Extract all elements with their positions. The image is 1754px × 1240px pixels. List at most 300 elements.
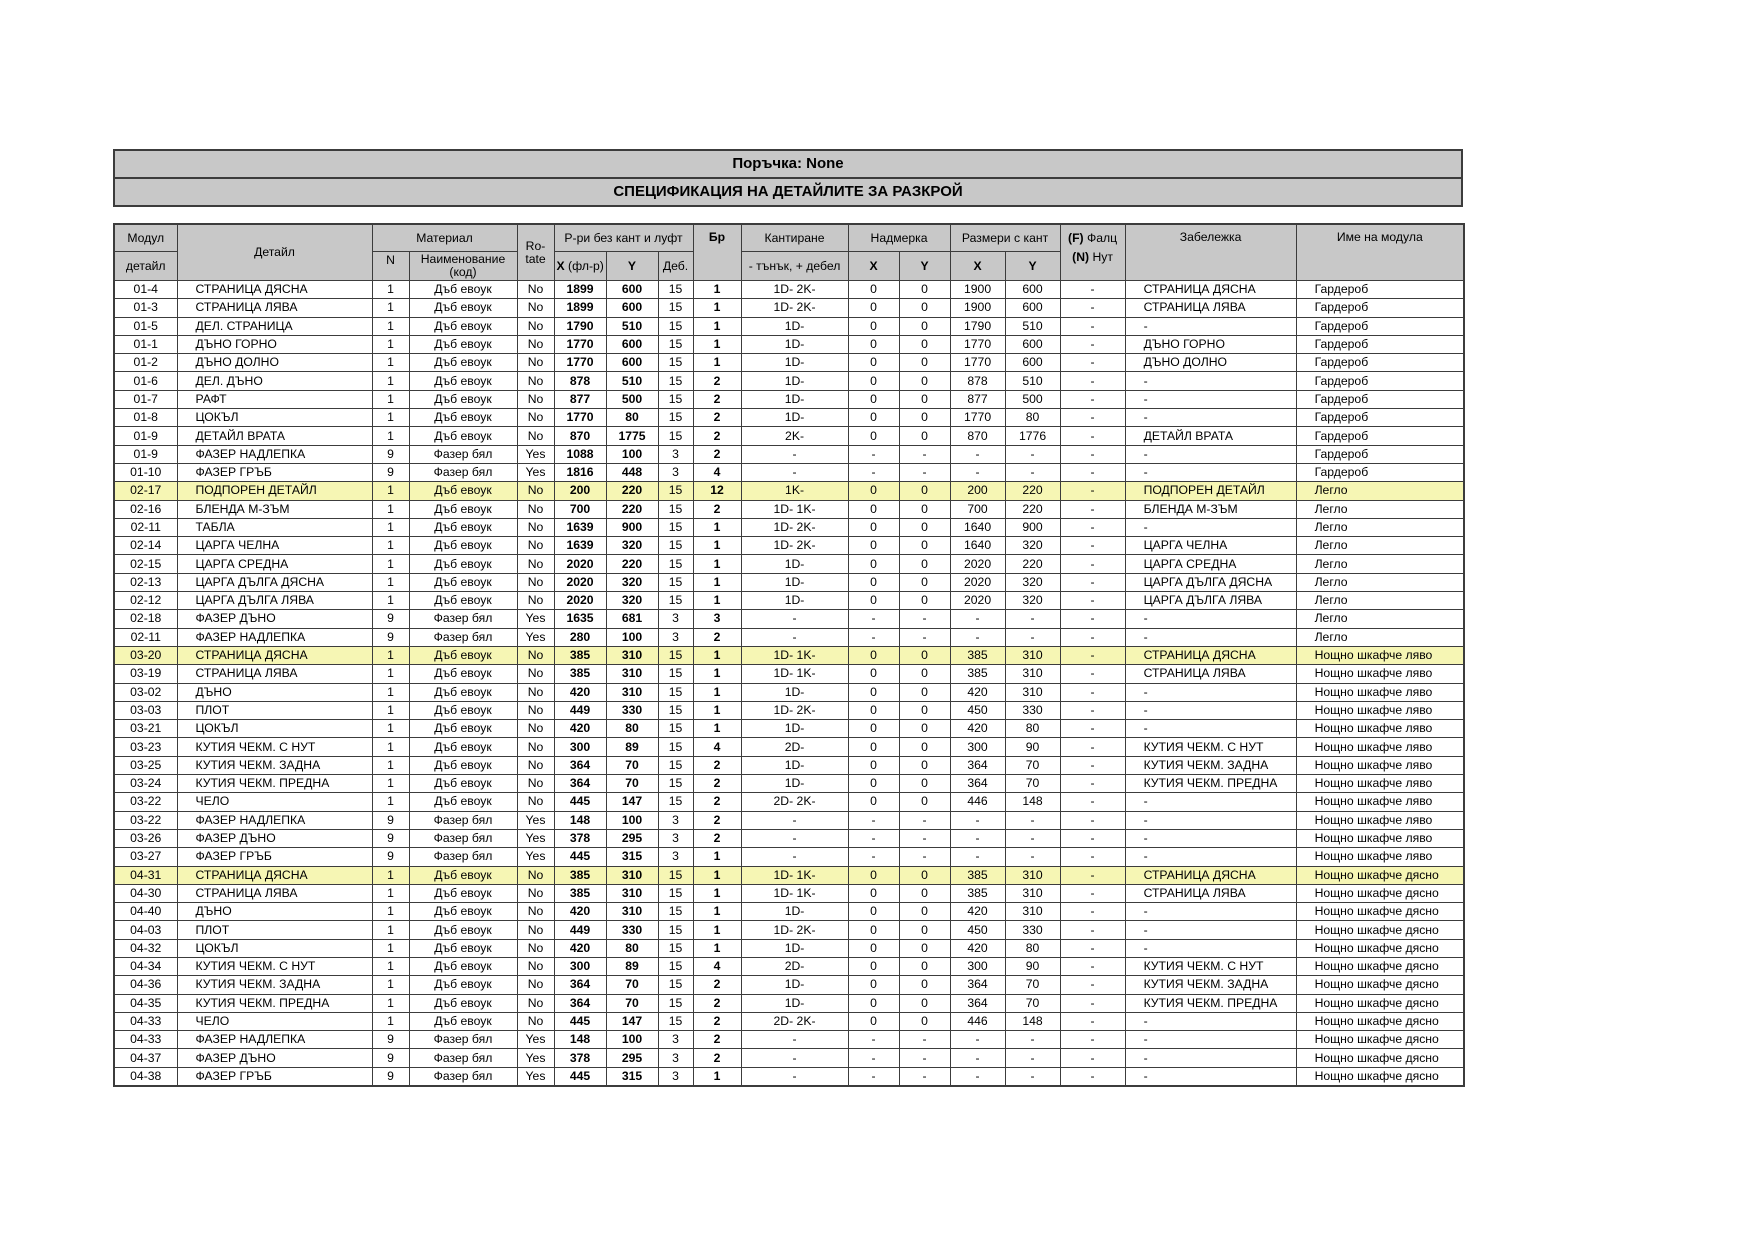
cell-x-raw: 148 [554,811,606,829]
cell-y-raw: 500 [606,390,658,408]
cell-edged-y: 1776 [1005,427,1060,445]
cell-x-raw: 420 [554,903,606,921]
cell-n: 1 [372,701,409,719]
cell-module: 04-38 [114,1067,177,1086]
cell-edged-x: 385 [950,646,1005,664]
header-edged-x: X [950,252,1005,281]
cell-detail: ЦАРГА ДЪЛГА ДЯСНА [177,573,372,591]
cell-module: 02-18 [114,610,177,628]
cell-thickness: 15 [658,793,693,811]
cell-groove: - [1060,994,1125,1012]
table-row [114,482,1464,500]
cell-x-raw: 364 [554,976,606,994]
cell-qty: 1 [693,281,741,299]
cell-edged-y: 70 [1005,775,1060,793]
cell-module-name: Нощно шкафче дясно [1296,1067,1464,1086]
cell-y-raw: 320 [606,592,658,610]
cell-groove: - [1060,409,1125,427]
cell-qty: 2 [693,1049,741,1067]
cell-edged-y: 600 [1005,299,1060,317]
cell-allow-y: - [899,610,950,628]
cell-edged-y: 148 [1005,793,1060,811]
cell-allow-x: 0 [848,994,899,1012]
cell-material: Дъб евоук [409,573,517,591]
cell-y-raw: 1775 [606,427,658,445]
header-edging: Кантиране [741,224,848,252]
cell-allow-x: 0 [848,500,899,518]
cell-module-name: Легло [1296,592,1464,610]
cell-thickness: 15 [658,354,693,372]
cell-qty: 1 [693,1067,741,1086]
cell-thickness: 3 [658,628,693,646]
cell-note: - [1125,1067,1296,1086]
cell-qty: 1 [693,299,741,317]
cell-y-raw: 89 [606,957,658,975]
cell-thickness: 3 [658,610,693,628]
table-header [114,224,1464,281]
header-edging-sub: - тънък, + дебел [741,252,848,281]
cell-module-name: Гардероб [1296,372,1464,390]
cell-allow-x: 0 [848,372,899,390]
cell-allow-x: 0 [848,1012,899,1030]
cell-material: Дъб евоук [409,903,517,921]
cell-y-raw: 70 [606,976,658,994]
cell-note: БЛЕНДА М-ЗЪМ [1125,500,1296,518]
cell-allow-x: 0 [848,866,899,884]
cell-edging: - [741,610,848,628]
cell-y-raw: 147 [606,793,658,811]
cell-thickness: 15 [658,1012,693,1030]
cell-y-raw: 100 [606,628,658,646]
cell-allow-x: 0 [848,701,899,719]
cell-edging: 1D- [741,409,848,427]
cell-qty: 1 [693,537,741,555]
cell-allow-y: - [899,811,950,829]
cell-detail: ДЕЛ. СТРАНИЦА [177,317,372,335]
cell-y-raw: 80 [606,720,658,738]
cell-material: Дъб евоук [409,994,517,1012]
cell-y-raw: 100 [606,445,658,463]
cell-x-raw: 385 [554,665,606,683]
cell-module: 01-9 [114,427,177,445]
cell-rotate: No [517,518,554,536]
cell-allow-y: 0 [899,994,950,1012]
cell-x-raw: 449 [554,921,606,939]
cell-edged-y: 320 [1005,592,1060,610]
cell-rotate: Yes [517,848,554,866]
cell-detail: ФАЗЕР ДЪНО [177,829,372,847]
cell-module: 03-22 [114,793,177,811]
cell-x-raw: 700 [554,500,606,518]
cell-qty: 1 [693,866,741,884]
cell-groove: - [1060,738,1125,756]
cell-groove: - [1060,976,1125,994]
cell-thickness: 15 [658,390,693,408]
cell-thickness: 15 [658,500,693,518]
cell-groove: - [1060,1031,1125,1049]
table-row [114,738,1464,756]
header-module: Модул [114,224,177,252]
cell-material: Фазер бял [409,1031,517,1049]
cell-module-name: Гардероб [1296,427,1464,445]
cell-y-raw: 310 [606,683,658,701]
cell-n: 1 [372,573,409,591]
cell-y-raw: 100 [606,811,658,829]
cell-allow-x: 0 [848,537,899,555]
cell-material: Фазер бял [409,628,517,646]
cell-note: - [1125,793,1296,811]
cell-detail: ДЪНО ГОРНО [177,335,372,353]
cell-groove: - [1060,518,1125,536]
cell-thickness: 15 [658,683,693,701]
cell-groove: - [1060,372,1125,390]
header-x-raw-label: X [556,258,565,273]
cell-n: 9 [372,463,409,481]
cell-rotate: No [517,665,554,683]
cell-detail: ПЛОТ [177,701,372,719]
cell-material: Дъб евоук [409,756,517,774]
cell-rotate: No [517,335,554,353]
cell-allow-y: 0 [899,720,950,738]
cell-y-raw: 220 [606,555,658,573]
cell-detail: СТРАНИЦА ЛЯВА [177,299,372,317]
cell-groove: - [1060,775,1125,793]
cell-edging: - [741,628,848,646]
cell-module: 01-4 [114,281,177,299]
cell-n: 1 [372,409,409,427]
cell-note: - [1125,903,1296,921]
cell-thickness: 15 [658,756,693,774]
header-note: Забележка [1125,224,1296,281]
cell-edged-y: 330 [1005,701,1060,719]
cell-module-name: Нощно шкафче дясно [1296,921,1464,939]
cell-edging: 1D- 1K- [741,500,848,518]
cell-edged-x: 364 [950,756,1005,774]
cell-note: КУТИЯ ЧЕКМ. ПРЕДНА [1125,994,1296,1012]
cell-allow-x: 0 [848,427,899,445]
cell-x-raw: 2020 [554,573,606,591]
cell-detail: ДЕЛ. ДЪНО [177,372,372,390]
cell-allow-y: - [899,1031,950,1049]
cell-thickness: 3 [658,1031,693,1049]
cell-material: Дъб евоук [409,976,517,994]
cell-module-name: Легло [1296,555,1464,573]
cell-allow-x: 0 [848,720,899,738]
cell-thickness: 15 [658,427,693,445]
cell-edged-y: - [1005,1067,1060,1086]
cell-allow-x: 0 [848,756,899,774]
cell-module-name: Нощно шкафче ляво [1296,720,1464,738]
cell-groove: - [1060,848,1125,866]
cell-y-raw: 80 [606,939,658,957]
table-row [114,573,1464,591]
cell-module-name: Легло [1296,500,1464,518]
cell-allow-y: - [899,848,950,866]
table-row [114,1049,1464,1067]
header-n: N [372,252,409,281]
cell-edged-y: 90 [1005,957,1060,975]
cell-detail: ДЪНО [177,903,372,921]
cell-note: - [1125,372,1296,390]
table-row [114,939,1464,957]
cell-edged-x: - [950,811,1005,829]
cell-allow-y: 0 [899,957,950,975]
cell-y-raw: 600 [606,299,658,317]
cell-material: Дъб евоук [409,281,517,299]
cell-n: 9 [372,1067,409,1086]
cell-n: 1 [372,903,409,921]
cell-edged-x: 1770 [950,354,1005,372]
cell-x-raw: 378 [554,1049,606,1067]
cell-detail: КУТИЯ ЧЕКМ. ПРЕДНА [177,775,372,793]
cell-allow-y: 0 [899,482,950,500]
table-row [114,829,1464,847]
cell-allow-y: 0 [899,299,950,317]
cell-qty: 1 [693,848,741,866]
cell-module: 02-14 [114,537,177,555]
cell-x-raw: 445 [554,848,606,866]
cell-edging: 2D- [741,738,848,756]
cell-qty: 1 [693,555,741,573]
cell-qty: 2 [693,1012,741,1030]
cell-rotate: No [517,592,554,610]
cell-edging: 1D- 2K- [741,701,848,719]
cell-detail: СТРАНИЦА ДЯСНА [177,281,372,299]
cell-allow-y: 0 [899,756,950,774]
cell-y-raw: 681 [606,610,658,628]
cell-qty: 3 [693,610,741,628]
cell-material: Дъб евоук [409,921,517,939]
cell-allow-y: 0 [899,866,950,884]
cell-edged-x: 450 [950,921,1005,939]
cell-detail: ПЛОТ [177,921,372,939]
cell-edged-y: - [1005,1049,1060,1067]
cell-edged-x: - [950,463,1005,481]
cell-thickness: 15 [658,866,693,884]
cell-x-raw: 280 [554,628,606,646]
cell-module-name: Легло [1296,537,1464,555]
cell-thickness: 15 [658,592,693,610]
cell-note: - [1125,390,1296,408]
cell-rotate: No [517,427,554,445]
cell-edging: 1D- [741,903,848,921]
cell-note: - [1125,317,1296,335]
cell-allow-x: 0 [848,957,899,975]
cell-detail: КУТИЯ ЧЕКМ. С НУТ [177,738,372,756]
cell-edged-x: 1640 [950,537,1005,555]
cell-module: 04-03 [114,921,177,939]
table-row [114,537,1464,555]
cell-allow-x: 0 [848,390,899,408]
cell-material: Дъб евоук [409,482,517,500]
table-row [114,335,1464,353]
cell-edged-x: 878 [950,372,1005,390]
cell-note: - [1125,409,1296,427]
cell-thickness: 15 [658,903,693,921]
table-row [114,976,1464,994]
cell-thickness: 15 [658,775,693,793]
cell-edged-y: 70 [1005,976,1060,994]
cell-module-name: Легло [1296,573,1464,591]
table-row [114,921,1464,939]
cell-rotate: No [517,409,554,427]
cell-edged-y: 310 [1005,884,1060,902]
cell-qty: 1 [693,592,741,610]
cell-rotate: No [517,957,554,975]
cell-x-raw: 300 [554,738,606,756]
cell-rotate: No [517,720,554,738]
cell-edged-y: 80 [1005,409,1060,427]
cell-module-name: Нощно шкафче дясно [1296,1012,1464,1030]
cell-n: 1 [372,354,409,372]
cell-n: 1 [372,518,409,536]
cell-x-raw: 420 [554,939,606,957]
cell-y-raw: 100 [606,1031,658,1049]
cell-edged-y: 70 [1005,756,1060,774]
table-row [114,683,1464,701]
cell-allow-x: 0 [848,555,899,573]
cell-allow-y: - [899,463,950,481]
cell-n: 1 [372,592,409,610]
cell-module-name: Гардероб [1296,299,1464,317]
cell-allow-x: 0 [848,921,899,939]
cell-material: Фазер бял [409,848,517,866]
cell-allow-y: - [899,628,950,646]
cell-allow-x: 0 [848,592,899,610]
cell-allow-x: 0 [848,518,899,536]
cell-groove: - [1060,573,1125,591]
cell-material: Дъб евоук [409,957,517,975]
cell-material: Дъб евоук [409,409,517,427]
cell-groove: - [1060,884,1125,902]
cell-n: 1 [372,884,409,902]
cell-n: 1 [372,646,409,664]
cell-thickness: 3 [658,445,693,463]
cell-qty: 12 [693,482,741,500]
cell-thickness: 15 [658,665,693,683]
table-row [114,299,1464,317]
cell-x-raw: 2020 [554,555,606,573]
cell-note: СТРАНИЦА ДЯСНА [1125,281,1296,299]
cell-note: ЦАРГА СРЕДНА [1125,555,1296,573]
table-row [114,884,1464,902]
cell-edged-x: 2020 [950,555,1005,573]
cell-allow-x: - [848,610,899,628]
cell-qty: 1 [693,573,741,591]
cell-qty: 2 [693,628,741,646]
cell-edged-x: - [950,829,1005,847]
cell-detail: СТРАНИЦА ЛЯВА [177,884,372,902]
cell-allow-y: 0 [899,775,950,793]
cell-module-name: Легло [1296,610,1464,628]
cell-edging: 1D- [741,335,848,353]
cell-edged-x: 385 [950,665,1005,683]
cell-qty: 1 [693,335,741,353]
cell-detail: СТРАНИЦА ДЯСНА [177,646,372,664]
cell-groove: - [1060,1012,1125,1030]
cell-note: - [1125,1012,1296,1030]
cell-material: Фазер бял [409,829,517,847]
cell-module-name: Гардероб [1296,409,1464,427]
cell-allow-x: 0 [848,976,899,994]
cell-edging: 1D- [741,994,848,1012]
cell-allow-y: 0 [899,683,950,701]
cell-qty: 1 [693,701,741,719]
cell-y-raw: 70 [606,994,658,1012]
cell-rotate: No [517,976,554,994]
cell-note: СТРАНИЦА ЛЯВА [1125,665,1296,683]
cell-y-raw: 220 [606,500,658,518]
header-module-detail: детайл [114,252,177,281]
cell-note: - [1125,848,1296,866]
cell-module: 04-31 [114,866,177,884]
cell-allow-y: 0 [899,518,950,536]
cell-y-raw: 330 [606,701,658,719]
header-edged-y: Y [1005,252,1060,281]
cell-n: 1 [372,281,409,299]
cell-x-raw: 364 [554,756,606,774]
cell-groove: - [1060,281,1125,299]
table-body [114,281,1464,1087]
cell-n: 1 [372,390,409,408]
cell-y-raw: 80 [606,409,658,427]
cell-module-name: Нощно шкафче дясно [1296,884,1464,902]
table-row [114,1031,1464,1049]
cell-thickness: 15 [658,646,693,664]
cell-x-raw: 385 [554,884,606,902]
cell-rotate: No [517,372,554,390]
cell-module: 03-26 [114,829,177,847]
cell-allow-x: 0 [848,665,899,683]
cell-detail: ЧЕЛО [177,793,372,811]
cell-y-raw: 510 [606,372,658,390]
cell-module: 03-23 [114,738,177,756]
cell-y-raw: 600 [606,354,658,372]
cell-rotate: No [517,555,554,573]
cell-edged-x: 300 [950,957,1005,975]
cell-qty: 2 [693,1031,741,1049]
cell-edged-x: 2020 [950,592,1005,610]
cell-n: 1 [372,537,409,555]
cell-thickness: 15 [658,299,693,317]
table-row [114,665,1464,683]
cell-edged-x: 446 [950,793,1005,811]
cell-x-raw: 385 [554,646,606,664]
cell-rotate: No [517,793,554,811]
cell-thickness: 15 [658,409,693,427]
cell-edged-y: 600 [1005,354,1060,372]
cell-qty: 2 [693,829,741,847]
cell-module: 01-2 [114,354,177,372]
cell-allow-y: 0 [899,592,950,610]
cell-edging: - [741,829,848,847]
cell-detail: ФАЗЕР ГРЪБ [177,848,372,866]
cell-module: 03-02 [114,683,177,701]
cell-material: Дъб евоук [409,775,517,793]
cell-edged-y: 320 [1005,537,1060,555]
cell-x-raw: 1899 [554,281,606,299]
cell-qty: 1 [693,884,741,902]
cell-thickness: 3 [658,463,693,481]
cell-x-raw: 1899 [554,299,606,317]
cell-edging: 1D- [741,939,848,957]
cell-edging: 1D- [741,372,848,390]
cell-qty: 1 [693,939,741,957]
cell-edged-y: 330 [1005,921,1060,939]
cell-detail: РАФТ [177,390,372,408]
header-y-raw: Y [606,252,658,281]
header-module-name: Име на модула [1296,224,1464,281]
